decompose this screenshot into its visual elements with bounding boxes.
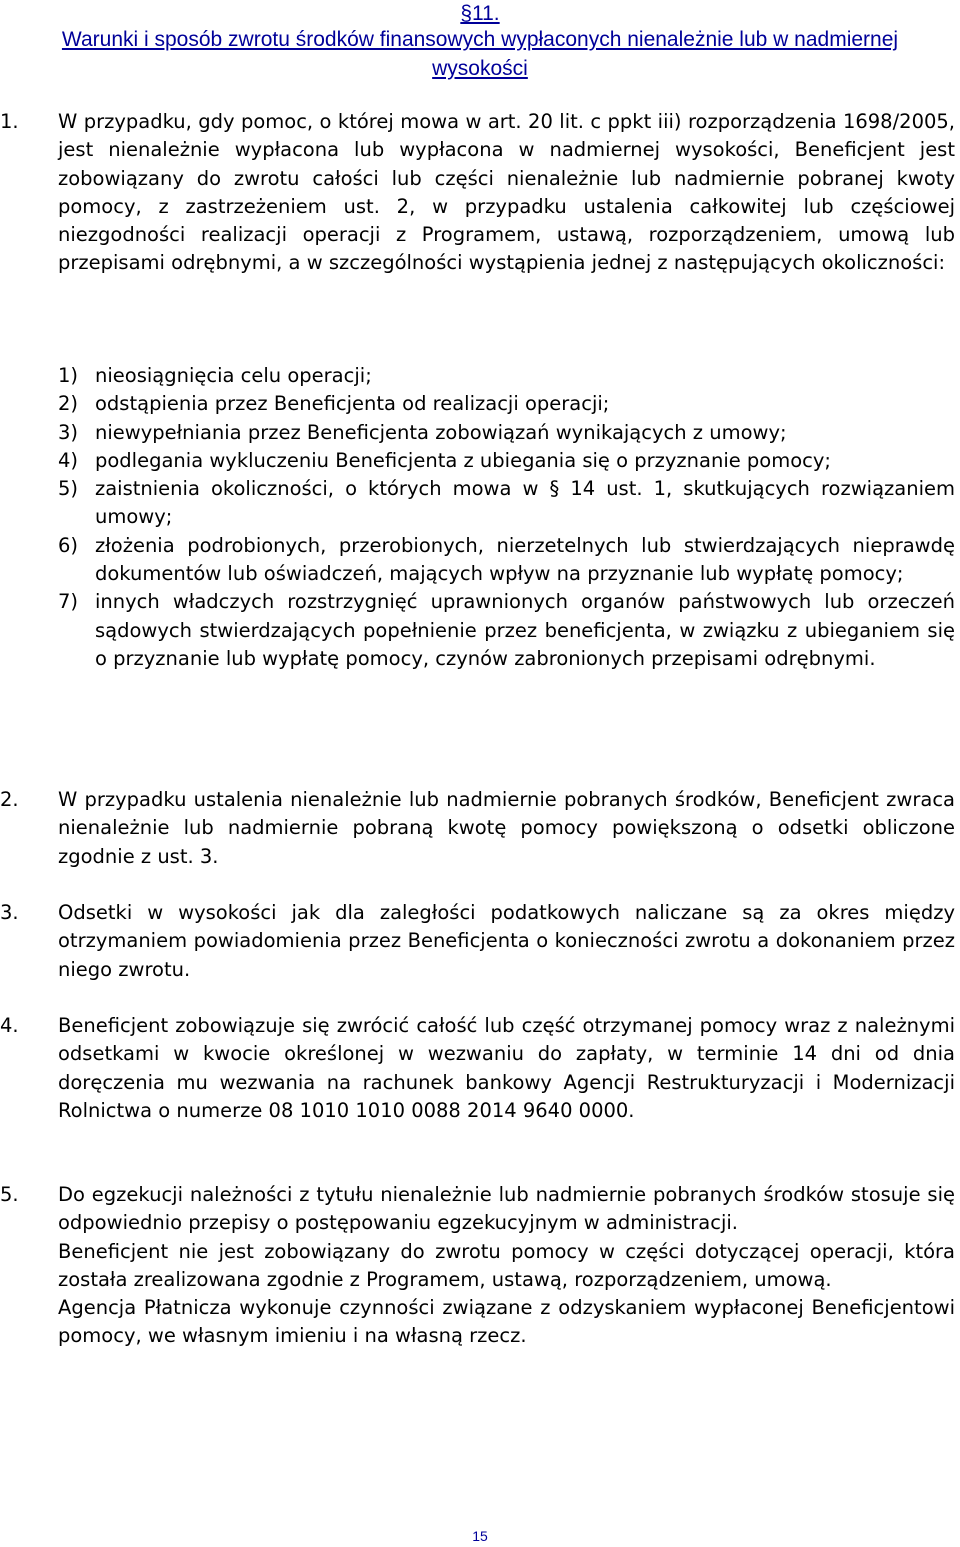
list-item <box>58 475 955 532</box>
list-item-number: 4) <box>58 448 79 472</box>
list-item-text: odstąpienia przez Beneficjenta od realizacji operacji; <box>95 392 610 416</box>
paragraph-2 <box>0 786 955 871</box>
paragraph-text: W przypadku ustalenia nienależnie lub nadmiernie pobranych środków, Beneficjent zwraca nienależnie lub nadmiernie pobraną kwotę pomocy powiększoną o odsetki obliczone zgodnie z ust. 3. <box>58 788 955 868</box>
list-item-text: niewypełniania przez Beneficjenta zobowiązań wynikających z umowy; <box>95 420 787 444</box>
page-number: 15 <box>472 1528 488 1544</box>
paragraph-number: 4. <box>0 1014 19 1037</box>
paragraph-text-continuation: Agencja Płatnicza wykonuje czynności związane z odzyskaniem wypłaconej Beneficjentowi pomocy, we własnym imieniu i na własną rzecz. <box>58 1296 955 1348</box>
section-number: §11. <box>460 2 500 25</box>
paragraph-number: 5. <box>0 1183 19 1206</box>
paragraph-text: Odsetki w wysokości jak dla zaległości podatkowych naliczane są za okres między otrzymaniem powiadomienia przez Beneficjenta o konieczności zwrotu a dokonaniem przez niego zwrotu. <box>58 901 955 981</box>
list-item <box>58 390 955 418</box>
paragraph-4 <box>0 1012 955 1125</box>
list-item-text: podlegania wykluczeniu Beneficjenta z ubiegania się o przyznanie pomocy; <box>95 448 831 472</box>
paragraph-number: 2. <box>0 788 19 811</box>
list-item-text: nieosiągnięcia celu operacji; <box>95 364 372 387</box>
list-item-number: 3) <box>58 420 79 444</box>
paragraph-number: 3. <box>0 901 19 924</box>
paragraph-text-continuation: Beneficjent nie jest zobowiązany do zwrotu pomocy w części dotyczącej operacji, która została zrealizowana zgodnie z Programem, ustawą, rozporządzeniem, umową. <box>58 1239 955 1291</box>
list-item-text: innych władczych rozstrzygnięć uprawnionych organów państwowych lub orzeczeń sądowych stwierdzających popełnienie przez beneficjenta, w związku z ubieganiem się o przyznanie lub wypłatę pomocy, czynów zabronionych przepisami odrębnymi. <box>95 590 955 670</box>
list-item-text: złożenia podrobionych, przerobionych, nierzetelnych lub stwierdzających nieprawdę dokumentów lub oświadczeń, mających wpływ na przyznanie lub wypłatę pomocy; <box>95 533 955 586</box>
list-item-text: zaistnienia okoliczności, o których mowa w § 14 ust. 1, skutkujących rozwiązaniem umowy; <box>95 477 955 529</box>
paragraph-5 <box>0 1181 955 1351</box>
paragraph-text: W przypadku, gdy pomoc, o której mowa w art. 20 lit. c ppkt iii) rozporządzenia 1698/2005, jest nienależnie wypłacona lub wypłacona w nadmiernej wysokości, Beneficjent jest zobowiązany do zwrotu całości lub części nienależnie lub nadmiernie pobranej kwoty pomocy, z zastrzeżeniem ust. 2, w przypadku ustalenia całkowitej lub częściowej niezgodności realizacji operacji z Programem, ustawą, rozporządzeniem, umową lub przepisami odrębnymi, a w szczególności wystąpienia jednej z następujących okoliczności: <box>58 110 955 275</box>
paragraph-3 <box>0 899 955 984</box>
section-title: Warunki i sposób zwrotu środków finansowych wypłaconych nienależnie lub w nadmiernej wysokości <box>61 28 899 80</box>
list-item-number: 7) <box>58 590 79 614</box>
paragraph-1 <box>0 108 955 278</box>
list-item-number: 2) <box>58 392 79 416</box>
list-item-number: 6) <box>58 533 79 557</box>
list-item <box>58 362 955 390</box>
list-item <box>58 588 955 673</box>
circumstances-list <box>58 362 955 673</box>
list-item-number: 5) <box>58 477 79 501</box>
list-item <box>58 532 955 589</box>
list-item <box>58 447 955 475</box>
paragraph-number: 1. <box>0 110 19 133</box>
paragraph-text: Do egzekucji należności z tytułu nienależnie lub nadmiernie pobranych środków stosuje się odpowiednio przepisy o postępowaniu egzekucyjnym w administracji. <box>58 1183 955 1235</box>
paragraph-text: Beneficjent zobowiązuje się zwrócić całość lub część otrzymanej pomocy wraz z należnymi odsetkami w kwocie określonej w wezwaniu do zapłaty, w terminie 14 dni od dnia doręczenia mu wezwania na rachunek bankowy Agencji Restrukturyzacji i Modernizacji Rolnictwa o numerze 08 1010 1010 0088 2014 9640 0000. <box>58 1014 955 1122</box>
list-item <box>58 419 955 447</box>
list-item-number: 1) <box>58 364 79 387</box>
